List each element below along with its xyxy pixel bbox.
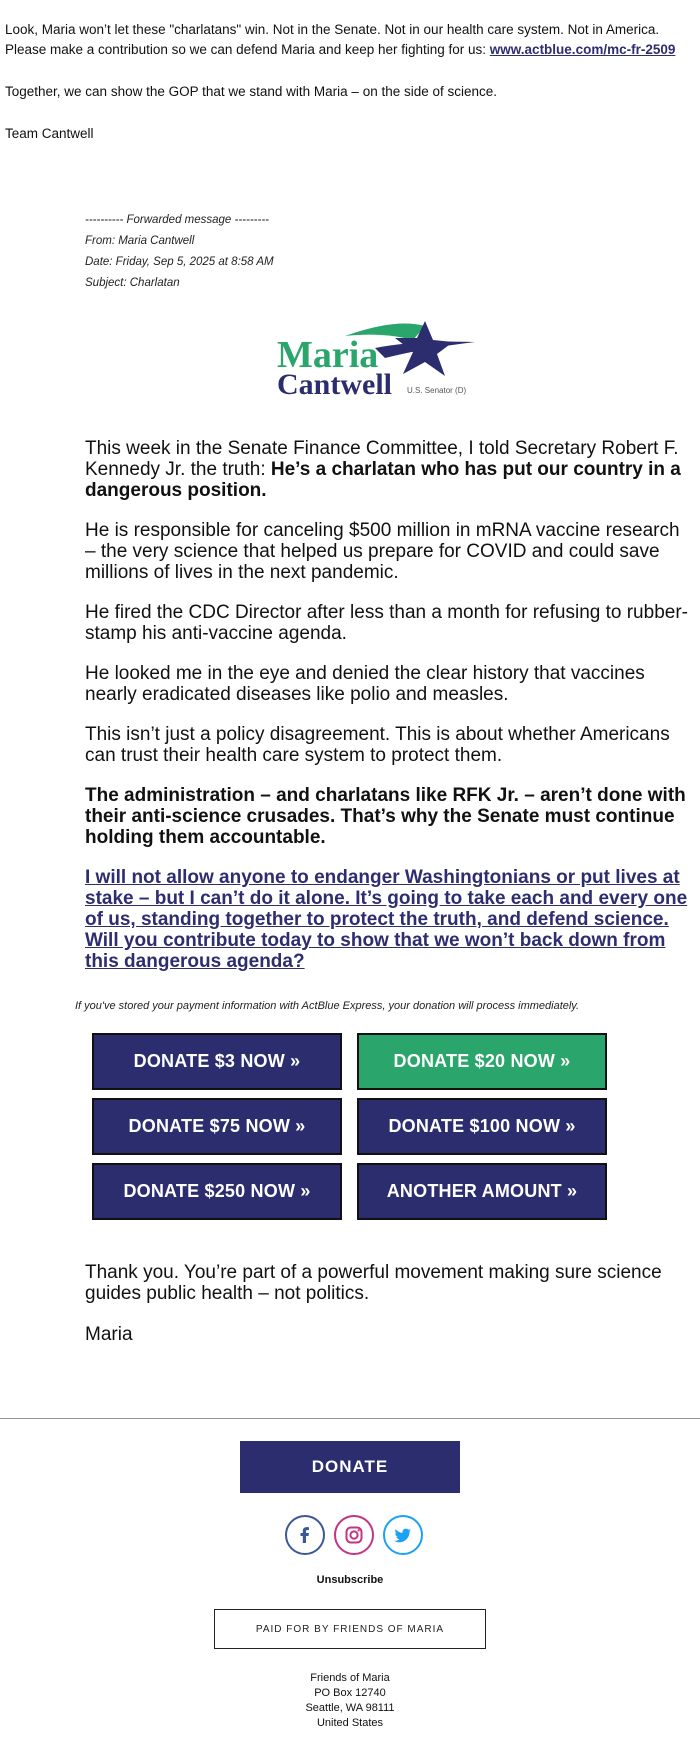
- forwarded-date: Date: Friday, Sep 5, 2025 at 8:58 AM: [85, 256, 274, 268]
- body-cta: [85, 867, 695, 972]
- contribute-link[interactable]: I will not allow anyone to endanger Washingtonians or put lives at stake – but I can’t do it alone. It’s going to take each and every one of us, standing together to protect the truth, and defend science. Will you contribute today to show that we won’t back down from this dangerous agenda?: [85, 867, 688, 972]
- social-links: [285, 1515, 423, 1555]
- instagram-icon[interactable]: [334, 1515, 374, 1555]
- closing-section: [85, 1262, 695, 1365]
- donate-250-button[interactable]: DONATE $250 NOW »: [92, 1163, 342, 1220]
- address-line: United States: [316, 1717, 384, 1729]
- intro-paragraph-1: Look, Maria won’t let these "charlatans" win. Not in the Senate. Not in our health care system. Not in America. Please make a contribution so we can defend Maria and keep her fighting for us: www.actblue.com/mc-fr-2509: [5, 22, 676, 57]
- logo-last-name: Cantwell: [277, 368, 392, 401]
- body-paragraph-6: The administration – and charlatans like RFK Jr. – aren’t done with their anti-science crusades. That’s why the Senate must continue holding them accountable.: [85, 785, 686, 848]
- forwarded-label: ---------- Forwarded message ---------: [85, 214, 269, 226]
- donate-20-button[interactable]: DONATE $20 NOW »: [357, 1033, 607, 1090]
- cantwell-logo: [275, 318, 505, 418]
- address-line: Seattle, WA 98111: [305, 1702, 395, 1714]
- mailing-address: [0, 1671, 700, 1731]
- another-amount-button[interactable]: ANOTHER AMOUNT »: [357, 1163, 607, 1220]
- donate-3-button[interactable]: DONATE $3 NOW »: [92, 1033, 342, 1090]
- email-body: [85, 438, 695, 991]
- address-line: PO Box 12740: [314, 1687, 386, 1699]
- closing-thanks: Thank you. You’re part of a powerful movement making sure science guides public health – not politics.: [85, 1262, 662, 1304]
- forwarded-subject: Subject: Charlatan: [85, 277, 180, 289]
- body-paragraph-4: He looked me in the eye and denied the clear history that vaccines nearly eradicated diseases like polio and measles.: [85, 663, 645, 705]
- forwarded-header: [85, 210, 274, 294]
- logo-title: U.S. Senator (D): [407, 386, 467, 395]
- twitter-icon[interactable]: [383, 1515, 423, 1555]
- body-paragraph-1: This week in the Senate Finance Committee, I told Secretary Robert F. Kennedy Jr. the truth: He’s a charlatan who has put our country in a dangerous position.: [85, 438, 681, 501]
- paid-for-disclaimer: PAID FOR BY FRIENDS OF MARIA: [214, 1609, 486, 1649]
- forwarded-from: From: Maria Cantwell: [85, 235, 195, 247]
- donate-100-button[interactable]: DONATE $100 NOW »: [357, 1098, 607, 1155]
- address-line: Friends of Maria: [310, 1672, 390, 1684]
- donate-75-button[interactable]: DONATE $75 NOW »: [92, 1098, 342, 1155]
- body-paragraph-5: This isn’t just a policy disagreement. This is about whether Americans can trust their health care system to protect them.: [85, 724, 670, 766]
- footer-donate-button[interactable]: DONATE: [240, 1441, 460, 1493]
- body-paragraph-2: He is responsible for canceling $500 million in mRNA vaccine research – the very science that helped us prepare for COVID and could save millions of lives in the next pandemic.: [85, 520, 680, 583]
- footer-divider: [0, 1418, 700, 1419]
- facebook-icon[interactable]: [285, 1515, 325, 1555]
- intro-paragraph-2: Together, we can show the GOP that we stand with Maria – on the side of science.: [5, 84, 498, 99]
- intro-signoff: Team Cantwell: [5, 126, 94, 141]
- unsubscribe-row: [0, 1574, 700, 1586]
- closing-signature: Maria: [85, 1324, 133, 1345]
- actblue-link[interactable]: www.actblue.com/mc-fr-2509: [489, 42, 676, 57]
- logo-first-name: Maria: [277, 334, 379, 376]
- body-paragraph-3: He fired the CDC Director after less than a month for refusing to rubber-stamp his anti-vaccine agenda.: [85, 602, 688, 644]
- intro-section: [5, 20, 685, 166]
- unsubscribe-link[interactable]: Unsubscribe: [316, 1574, 384, 1586]
- actblue-express-note: If you've stored your payment information with ActBlue Express, your donation will process immediately.: [75, 1000, 580, 1012]
